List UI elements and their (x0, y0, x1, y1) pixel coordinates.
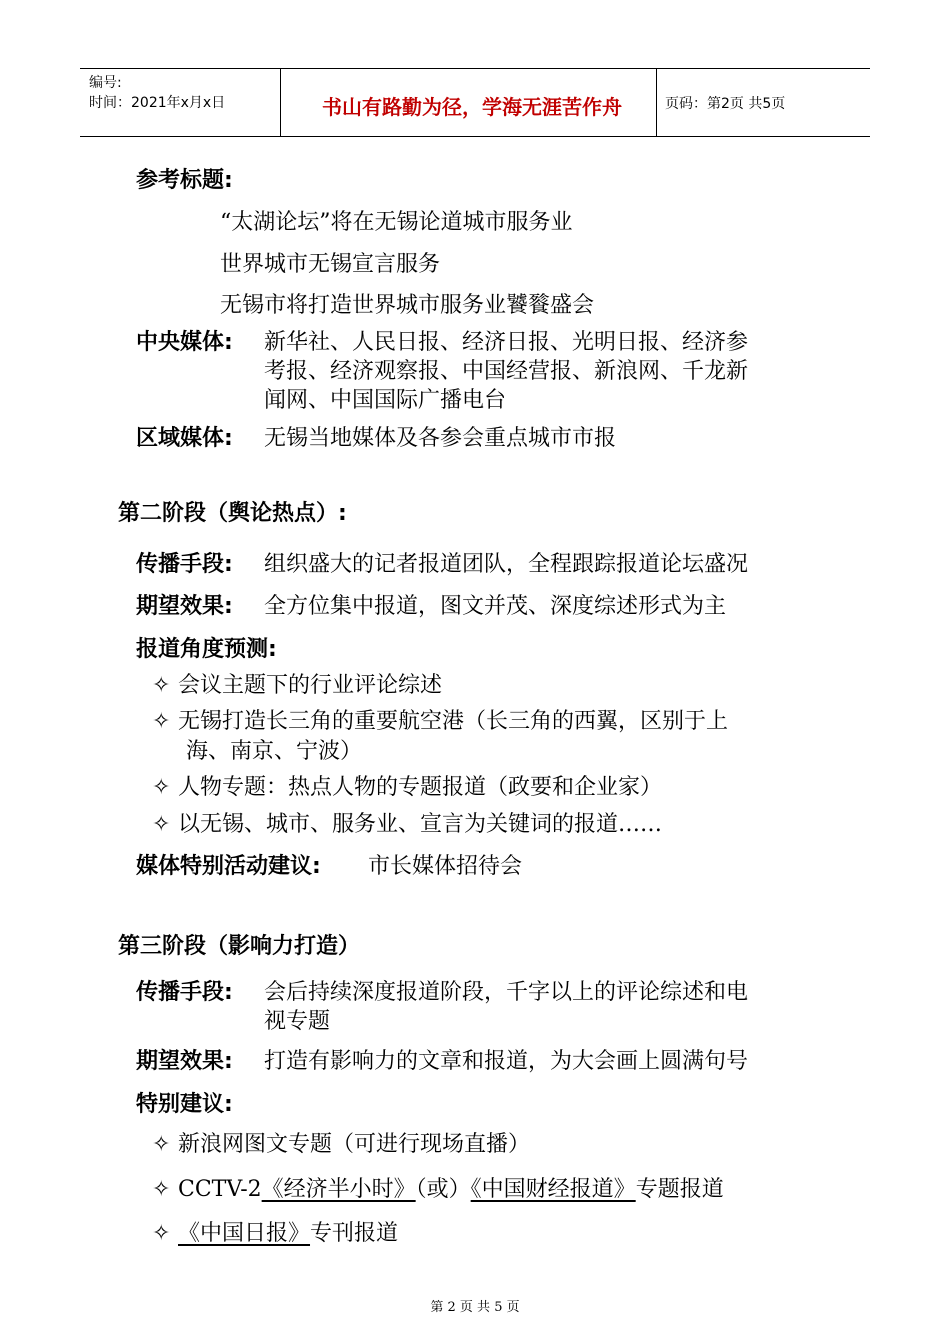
phase2-effect-value: 全方位集中报道，图文并茂、深度综述形式为主 (264, 594, 727, 619)
diamond-bullet-icon: ✧ (152, 775, 171, 800)
central-media-label: 中央媒体: (136, 330, 233, 355)
program-title: 《中国财经报道》 (470, 1177, 636, 1202)
bullet-text: 专刊报道 (310, 1221, 399, 1246)
phase3-effect-value: 打造有影响力的文章和报道，为大会画上圆满句号 (264, 1049, 749, 1074)
bullet-text: 无锡打造长三角的重要航空港（长三角的西翼，区别于上 (178, 709, 729, 734)
time-label: 时间：2021年x月x日 (89, 95, 226, 111)
phase3-method-label: 传播手段: (136, 980, 233, 1005)
phase3-effect-label: 期望效果: (136, 1049, 233, 1074)
central-media-line: 考报、经济观察报、中国经营报、新浪网、千龙新 (264, 359, 749, 384)
phase3-method-line: 会后持续深度报道阶段，千字以上的评论综述和电 (264, 980, 749, 1005)
program-title: 《经济半小时》 (261, 1177, 416, 1202)
regional-media-value: 无锡当地媒体及各参会重点城市市报 (264, 426, 617, 451)
phase2-activity-value: 市长媒体招待会 (368, 854, 523, 879)
phase2-activity-label: 媒体特别活动建议: (136, 854, 321, 879)
phase2-angle-label: 报道角度预测: (136, 637, 277, 662)
bullet-text: 新浪网图文专题（可进行现场直播） (178, 1132, 531, 1157)
diamond-bullet-icon: ✧ (152, 812, 171, 837)
phase2-method-value: 组织盛大的记者报道团队，全程跟踪报道论坛盛况 (264, 552, 749, 577)
list-item (152, 707, 728, 736)
reference-title-item: 世界城市无锡宣言服务 (220, 252, 441, 277)
list-item (152, 1130, 530, 1159)
header-page-info: 页码：第2页 共5页 (665, 96, 786, 112)
central-media-line: 新华社、人民日报、经济日报、光明日报、经济参 (264, 330, 749, 355)
header-motto: 书山有路勤为径，学海无涯苦作舟 (322, 95, 622, 119)
phase3-suggest-label: 特别建议: (136, 1092, 233, 1117)
list-item (152, 810, 662, 839)
bullet-text: CCTV-2 (178, 1177, 262, 1202)
page-header (80, 68, 870, 137)
phase3-title: 第三阶段（影响力打造） (118, 934, 361, 959)
reference-title-item: “太湖论坛”将在无锡论道城市服务业 (220, 210, 573, 235)
bullet-text: （或） (415, 1177, 471, 1202)
reference-title-item: 无锡市将打造世界城市服务业饕餮盛会 (220, 293, 595, 318)
header-divider (280, 69, 281, 136)
diamond-bullet-icon: ✧ (152, 673, 171, 698)
list-item (152, 671, 442, 700)
list-item (152, 1219, 398, 1248)
phase2-method-label: 传播手段: (136, 552, 233, 577)
phase2-effect-label: 期望效果: (136, 594, 233, 619)
bullet-text: 人物专题：热点人物的专题报道（政要和企业家） (178, 775, 663, 800)
bullet-text: 专题报道 (635, 1177, 724, 1202)
number-label: 编号: (89, 75, 122, 91)
diamond-bullet-icon: ✧ (152, 1132, 171, 1157)
reference-titles-heading: 参考标题: (136, 168, 233, 193)
bullet-text: 会议主题下的行业评论综述 (178, 673, 443, 698)
header-meta (89, 73, 225, 113)
bullet-continuation: 海、南京、宁波） (186, 739, 363, 764)
list-item (152, 773, 662, 802)
regional-media-label: 区域媒体: (136, 426, 233, 451)
page-footer: 第 2 页 共 5 页 (430, 1300, 520, 1315)
central-media-line: 闻网、中国国际广播电台 (264, 388, 507, 413)
diamond-bullet-icon: ✧ (152, 709, 171, 734)
diamond-bullet-icon: ✧ (152, 1221, 171, 1246)
phase3-method-line: 视专题 (264, 1009, 331, 1034)
diamond-bullet-icon: ✧ (152, 1177, 171, 1202)
list-item (152, 1175, 724, 1204)
bullet-text: 以无锡、城市、服务业、宣言为关键词的报道…… (178, 812, 663, 837)
phase2-title: 第二阶段（舆论热点）: (118, 501, 347, 526)
newspaper-title: 《中国日报》 (178, 1221, 311, 1246)
